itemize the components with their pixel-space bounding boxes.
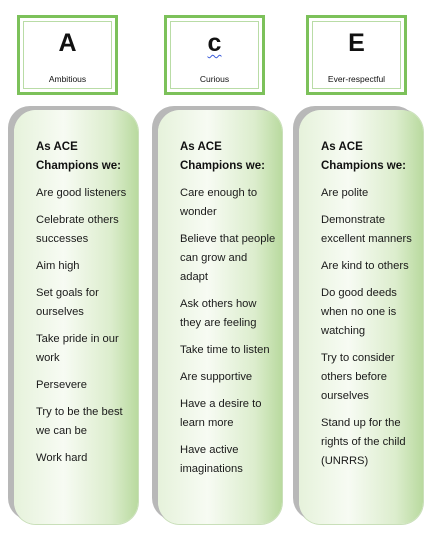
word-ever-respectful: Ever-respectful (327, 74, 386, 84)
word-ambitious: Ambitious (48, 74, 87, 84)
list-item: Take time to listen (180, 344, 270, 356)
value-list (36, 184, 132, 468)
card-title: As ACE Champions we: (36, 141, 121, 172)
list-item: Ask others how they are feeling (180, 298, 257, 329)
list-item: Try to consider others before ourselves (321, 352, 395, 402)
letter-c (167, 29, 262, 58)
word-curious: Curious (199, 74, 230, 84)
list-item: Set goals for ourselves (36, 287, 99, 318)
list-item: Are kind to others (321, 260, 409, 272)
list-item: Persevere (36, 379, 87, 391)
card-title: As ACE Champions we: (321, 141, 406, 172)
card-curious (158, 110, 282, 524)
card-ambitious (14, 110, 138, 524)
list-item: Celebrate others successes (36, 214, 119, 245)
letter-e: E (348, 29, 365, 57)
list-item: Demonstrate excellent manners (321, 214, 412, 245)
list-item: Stand up for the rights of the child (UNRRS) (321, 417, 406, 467)
letter-box-curious (164, 15, 265, 95)
list-item: Do good deeds when no one is watching (321, 287, 397, 337)
list-item: Try to be the best we can be (36, 406, 123, 437)
value-list (180, 184, 276, 479)
list-item: Believe that people can grow and adapt (180, 233, 276, 283)
list-item: Have active imaginations (180, 444, 243, 475)
letter-box-ambitious (17, 15, 118, 95)
card-title: As ACE Champions we: (180, 141, 265, 172)
list-item: Care enough to wonder (180, 187, 258, 218)
spellcheck-underline: c (207, 29, 222, 57)
list-item: Aim high (36, 260, 80, 272)
list-item: Are polite (321, 187, 369, 199)
card-ever-respectful (299, 110, 423, 524)
list-item: Work hard (36, 452, 88, 464)
letter-a: A (58, 29, 77, 57)
letter-box-ever-respectful (306, 15, 407, 95)
list-item: Take pride in our work (36, 333, 119, 364)
list-item: Have a desire to learn more (180, 398, 262, 429)
value-list (321, 184, 417, 471)
list-item: Are supportive (180, 371, 253, 383)
list-item: Are good listeners (36, 187, 127, 199)
